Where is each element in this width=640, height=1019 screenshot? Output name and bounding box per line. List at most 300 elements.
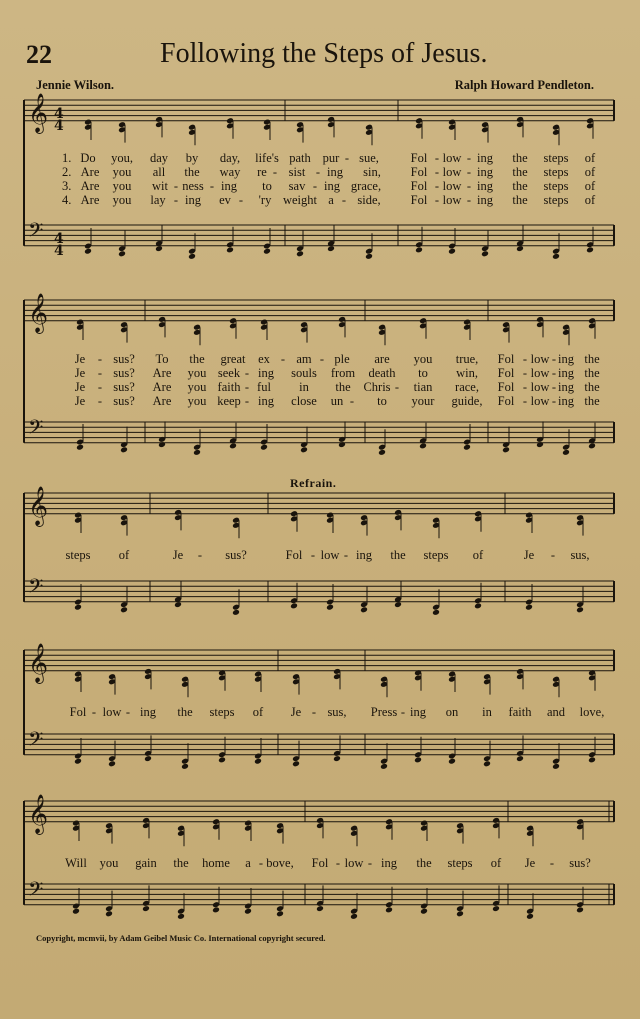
- lyric-syllable: you: [112, 193, 132, 207]
- lyric-syllable: by: [185, 151, 199, 165]
- note-head: [181, 763, 189, 770]
- lyric-syllable: re: [257, 165, 267, 179]
- lyric-syllable: Je: [523, 548, 535, 562]
- lyric-syllable: ing: [558, 394, 574, 408]
- note-head: [74, 604, 82, 611]
- lyric-syllable: guide,: [451, 394, 483, 408]
- note-head: [338, 441, 346, 448]
- lyric-syllable: you: [187, 380, 207, 394]
- lyric-syllable: side,: [357, 193, 381, 207]
- lyric-syllable: To: [155, 352, 169, 366]
- lyric-syllable: the: [512, 165, 528, 179]
- lyric-line-s2-v3: [0, 380, 640, 394]
- lyric-syllable: of: [472, 548, 484, 562]
- lyric-syllable: ing: [258, 394, 274, 408]
- note-head: [536, 441, 544, 448]
- lyric-syllable: the: [416, 856, 432, 870]
- lyric-syllable: sist: [288, 165, 306, 179]
- lyric-syllable: low: [530, 366, 550, 380]
- note-head: [254, 758, 262, 765]
- bass-clef-icon: 𝄢: [28, 574, 44, 603]
- lyric-syllable: Je: [74, 380, 86, 394]
- note-head: [290, 603, 298, 610]
- note-head: [588, 757, 596, 764]
- lyric-line-s4: [0, 705, 640, 719]
- lyric-syllable: ple: [334, 352, 350, 366]
- note-head: [360, 606, 368, 613]
- lyric-syllable: -: [551, 366, 557, 380]
- lyric-syllable: -: [522, 352, 528, 366]
- note-head: [414, 757, 422, 764]
- copyright-notice: Copyright, mcmvii, by Adam Geibel Music Co. International copyright secured.: [36, 933, 326, 943]
- lyric-syllable: -: [319, 352, 325, 366]
- note-head: [226, 247, 234, 254]
- lyric-syllable: the: [177, 705, 193, 719]
- bass-clef-icon: 𝄢: [28, 218, 44, 247]
- lyric-syllable: bove,: [266, 856, 294, 870]
- note-head: [118, 250, 126, 257]
- note-head: [432, 609, 440, 616]
- lyric-syllable: -: [466, 193, 472, 207]
- lyric-syllable: ing: [558, 380, 574, 394]
- lyric-syllable: -: [434, 179, 440, 193]
- lyric-syllable: in: [299, 380, 309, 394]
- note-head: [144, 755, 152, 762]
- note-head: [586, 247, 594, 254]
- note-head: [276, 910, 284, 917]
- lyric-line-s2-v2: [0, 366, 640, 380]
- lyric-syllable: Are: [80, 165, 100, 179]
- lyric-syllable: gain: [135, 856, 157, 870]
- lyric-syllable: the: [584, 366, 600, 380]
- note-head: [463, 444, 471, 451]
- lyric-syllable: -: [315, 165, 321, 179]
- lyric-syllable: steps: [65, 548, 91, 562]
- lyric-syllable: ing: [477, 193, 493, 207]
- lyric-syllable: and: [546, 705, 566, 719]
- treble-clef-icon: 𝄞: [28, 92, 49, 133]
- lyric-syllable: the: [512, 151, 528, 165]
- lyric-syllable: ing: [356, 548, 372, 562]
- lyric-syllable: day: [149, 151, 169, 165]
- lyric-syllable: -: [244, 380, 250, 394]
- verse-number: 4.: [62, 193, 72, 207]
- lyric-syllable: low: [530, 380, 550, 394]
- note-head: [378, 449, 386, 456]
- lyric-syllable: race,: [455, 380, 479, 394]
- verse-number: 3.: [62, 179, 72, 193]
- lyric-syllable: sus?: [113, 352, 135, 366]
- lyric-syllable: Fol: [311, 856, 329, 870]
- lyric-syllable: am: [296, 352, 312, 366]
- lyric-line-s1-v2: [0, 165, 640, 179]
- lyric-syllable: -: [394, 380, 400, 394]
- note-head: [456, 910, 464, 917]
- note-head: [244, 908, 252, 915]
- lyric-syllable: low: [102, 705, 122, 719]
- lyric-syllable: Fol: [69, 705, 87, 719]
- lyric-syllable: sus?: [113, 380, 135, 394]
- lyric-syllable: ful: [257, 380, 271, 394]
- lyric-syllable: souls: [291, 366, 317, 380]
- note-head: [448, 248, 456, 255]
- lyric-syllable: -: [97, 394, 103, 408]
- lyric-syllable: low: [442, 179, 462, 193]
- bass-clef-icon: 𝄢: [28, 727, 44, 756]
- lyric-syllable: Je: [524, 856, 536, 870]
- lyric-syllable: -: [466, 165, 472, 179]
- lyric-syllable: -: [466, 151, 472, 165]
- lyric-syllable: you: [413, 352, 433, 366]
- note-head: [105, 910, 113, 917]
- lyric-syllable: -: [551, 352, 557, 366]
- lyric-syllable: -: [173, 193, 179, 207]
- note-head: [502, 446, 510, 453]
- lyric-syllable: -: [349, 394, 355, 408]
- lyric-syllable: the: [584, 394, 600, 408]
- composer-credit: Ralph Howard Pendleton.: [454, 78, 594, 92]
- note-head: [526, 913, 534, 920]
- treble-clef-icon: 𝄞: [28, 793, 49, 834]
- lyric-syllable: Fol: [497, 366, 515, 380]
- lyric-syllable: the: [335, 380, 351, 394]
- note-head: [448, 758, 456, 765]
- note-head: [350, 913, 358, 920]
- lyric-syllable: sus?: [569, 856, 591, 870]
- lyric-line-s5: [0, 856, 640, 870]
- lyric-line-s1-v3: [0, 179, 640, 193]
- lyric-syllable: you: [112, 179, 132, 193]
- lyricist-credit: Jennie Wilson.: [36, 78, 115, 92]
- note-head: [74, 758, 82, 765]
- note-head: [474, 603, 482, 610]
- lyric-syllable: wit: [152, 179, 168, 193]
- lyric-syllable: Je: [172, 548, 184, 562]
- note-head: [333, 755, 341, 762]
- lyric-syllable: seek: [217, 366, 241, 380]
- note-head: [108, 760, 116, 767]
- lyric-line-s2-v1: [0, 352, 640, 366]
- lyric-syllable: Are: [80, 179, 100, 193]
- lyric-syllable: ing: [410, 705, 426, 719]
- lyric-syllable: steps: [543, 151, 569, 165]
- note-head: [481, 250, 489, 257]
- lyric-syllable: you: [187, 394, 207, 408]
- lyric-syllable: Fol: [285, 548, 303, 562]
- note-head: [420, 908, 428, 915]
- time-signature: 4: [54, 231, 64, 247]
- lyric-syllable: Je: [74, 352, 86, 366]
- lyric-line-s1-v4: [0, 193, 640, 207]
- lyric-syllable: ex: [258, 352, 270, 366]
- note-head: [193, 449, 201, 456]
- note-head: [296, 250, 304, 257]
- note-head: [525, 604, 533, 611]
- lyric-syllable: to: [377, 394, 387, 408]
- lyric-syllable: -: [551, 394, 557, 408]
- lyric-syllable: ing: [327, 165, 343, 179]
- lyric-syllable: -: [238, 193, 244, 207]
- note-head: [588, 443, 596, 450]
- lyric-line-s2-v4: [0, 394, 640, 408]
- note-head: [365, 253, 373, 260]
- lyric-syllable: sue,: [359, 151, 379, 165]
- lyric-syllable: death: [368, 366, 396, 380]
- lyric-syllable: your: [411, 394, 435, 408]
- lyric-syllable: you: [112, 165, 132, 179]
- lyric-syllable: -: [551, 380, 557, 394]
- lyric-syllable: sav: [288, 179, 306, 193]
- lyric-syllable: weight: [282, 193, 318, 207]
- note-head: [300, 446, 308, 453]
- lyric-syllable: from: [330, 366, 356, 380]
- note-head: [316, 905, 324, 912]
- lyric-syllable: Je: [74, 394, 86, 408]
- time-signature: 4: [54, 118, 64, 134]
- hymn-title: Following the Steps of Jesus.: [160, 38, 488, 69]
- lyric-syllable: of: [584, 165, 596, 179]
- lyric-syllable: -: [522, 394, 528, 408]
- lyric-syllable: -: [434, 165, 440, 179]
- lyric-syllable: -: [197, 548, 203, 562]
- note-head: [326, 604, 334, 611]
- lyric-syllable: the: [512, 179, 528, 193]
- time-signature: 4: [54, 243, 64, 259]
- lyric-syllable: -: [335, 856, 341, 870]
- lyric-syllable: low: [442, 165, 462, 179]
- lyric-syllable: low: [442, 193, 462, 207]
- lyric-syllable: the: [189, 352, 205, 366]
- lyric-syllable: of: [584, 193, 596, 207]
- note-head: [232, 609, 240, 616]
- lyric-syllable: day,: [219, 151, 241, 165]
- lyric-syllable: great: [220, 352, 246, 366]
- note-head: [415, 247, 423, 254]
- lyric-syllable: true,: [455, 352, 479, 366]
- lyric-syllable: -: [97, 366, 103, 380]
- note-head: [260, 444, 268, 451]
- lyric-syllable: Are: [80, 193, 100, 207]
- note-head: [385, 907, 393, 914]
- lyric-syllable: ing: [558, 366, 574, 380]
- note-head: [218, 757, 226, 764]
- lyric-syllable: -: [97, 352, 103, 366]
- lyric-syllable: -: [549, 856, 555, 870]
- lyric-syllable: sus?: [113, 366, 135, 380]
- note-head: [419, 443, 427, 450]
- lyric-syllable: win,: [456, 366, 478, 380]
- lyric-syllable: ing: [185, 193, 201, 207]
- note-head: [562, 449, 570, 456]
- lyric-syllable: sin,: [363, 165, 381, 179]
- lyric-syllable: -: [173, 179, 179, 193]
- lyric-syllable: steps: [543, 165, 569, 179]
- lyric-syllable: -: [280, 352, 286, 366]
- treble-clef-icon: 𝄞: [28, 292, 49, 333]
- lyric-syllable: of: [490, 856, 502, 870]
- lyric-syllable: -: [272, 165, 278, 179]
- lyric-syllable: 'ry: [258, 193, 272, 207]
- lyric-syllable: Fol: [497, 394, 515, 408]
- lyric-syllable: -: [312, 179, 318, 193]
- lyric-syllable: Fol: [410, 179, 428, 193]
- lyric-syllable: -: [97, 380, 103, 394]
- lyric-syllable: faith: [217, 380, 241, 394]
- lyric-syllable: steps: [447, 856, 473, 870]
- lyric-syllable: you: [99, 856, 119, 870]
- lyric-syllable: -: [367, 856, 373, 870]
- note-head: [158, 441, 166, 448]
- lyric-syllable: of: [118, 548, 130, 562]
- note-head: [76, 444, 84, 451]
- lyric-syllable: ing: [324, 179, 340, 193]
- note-head: [188, 253, 196, 260]
- lyric-syllable: -: [434, 151, 440, 165]
- note-head: [576, 606, 584, 613]
- time-signature: 4: [54, 106, 64, 122]
- lyric-syllable: un: [330, 394, 344, 408]
- lyric-syllable: to: [262, 179, 272, 193]
- lyric-syllable: the: [173, 856, 189, 870]
- lyric-syllable: Will: [65, 856, 87, 870]
- lyric-syllable: -: [344, 151, 350, 165]
- lyric-syllable: -: [466, 179, 472, 193]
- lyric-syllable: of: [584, 179, 596, 193]
- lyric-syllable: Press: [370, 705, 398, 719]
- lyric-syllable: a: [245, 856, 251, 870]
- lyric-syllable: -: [244, 394, 250, 408]
- lyric-syllable: the: [512, 193, 528, 207]
- lyric-syllable: pur: [322, 151, 340, 165]
- lyric-syllable: -: [258, 856, 264, 870]
- note-head: [552, 253, 560, 260]
- note-head: [576, 907, 584, 914]
- lyric-syllable: low: [344, 856, 364, 870]
- lyric-syllable: Je: [290, 705, 302, 719]
- lyric-syllable: of: [252, 705, 264, 719]
- lyric-syllable: -: [91, 705, 97, 719]
- lyric-syllable: low: [442, 151, 462, 165]
- note-head: [552, 763, 560, 770]
- lyric-syllable: you,: [111, 151, 133, 165]
- bass-clef-icon: 𝄢: [28, 415, 44, 444]
- lyric-syllable: -: [400, 705, 406, 719]
- lyric-syllable: are: [374, 352, 390, 366]
- lyric-syllable: in: [482, 705, 492, 719]
- lyric-syllable: tian: [413, 380, 433, 394]
- lyric-syllable: -: [310, 548, 316, 562]
- lyric-syllable: ing: [381, 856, 397, 870]
- lyric-syllable: -: [522, 380, 528, 394]
- lyric-syllable: sus?: [225, 548, 247, 562]
- note-head: [177, 913, 185, 920]
- lyric-syllable: Are: [152, 366, 172, 380]
- lyric-syllable: lay: [150, 193, 166, 207]
- lyric-syllable: -: [522, 366, 528, 380]
- lyric-syllable: -: [311, 705, 317, 719]
- lyric-syllable: Fol: [410, 165, 428, 179]
- note-head: [263, 248, 271, 255]
- treble-clef-icon: 𝄞: [28, 642, 49, 683]
- note-head: [516, 755, 524, 762]
- lyric-syllable: ing: [221, 179, 237, 193]
- lyric-syllable: the: [184, 165, 200, 179]
- lyric-syllable: Fol: [410, 151, 428, 165]
- lyric-syllable: steps: [543, 179, 569, 193]
- lyric-syllable: faith: [508, 705, 532, 719]
- lyric-syllable: -: [550, 548, 556, 562]
- lyric-syllable: Do: [80, 151, 96, 165]
- verse-number: 1.: [62, 151, 72, 165]
- note-head: [483, 760, 491, 767]
- hymn-number: 22: [26, 40, 52, 69]
- lyric-syllable: ev: [219, 193, 231, 207]
- lyric-syllable: way: [219, 165, 241, 179]
- lyric-syllable: Are: [152, 394, 172, 408]
- lyric-syllable: love,: [579, 705, 605, 719]
- note-head: [492, 905, 500, 912]
- lyric-syllable: Fol: [410, 193, 428, 207]
- lyric-line-s1-v1: [0, 151, 640, 165]
- lyric-syllable: low: [530, 394, 550, 408]
- lyric-syllable: -: [343, 548, 349, 562]
- lyric-syllable: steps: [423, 548, 449, 562]
- note-head: [292, 760, 300, 767]
- lyric-syllable: -: [125, 705, 131, 719]
- lyric-syllable: the: [390, 548, 406, 562]
- note-head: [212, 907, 220, 914]
- lyric-syllable: ing: [258, 366, 274, 380]
- bass-clef-icon: 𝄢: [28, 877, 44, 906]
- lyric-syllable: ing: [477, 165, 493, 179]
- lyric-syllable: -: [341, 193, 347, 207]
- lyric-line-s3: [0, 548, 640, 562]
- verse-number: 2.: [62, 165, 72, 179]
- lyric-syllable: ing: [477, 151, 493, 165]
- note-head: [120, 446, 128, 453]
- note-head: [229, 443, 237, 450]
- lyric-syllable: -: [244, 366, 250, 380]
- lyric-syllable: ness: [182, 179, 204, 193]
- lyric-syllable: -: [209, 179, 215, 193]
- lyric-syllable: Je: [74, 366, 86, 380]
- lyric-syllable: sus?: [113, 394, 135, 408]
- refrain-label: Refrain.: [290, 476, 337, 490]
- lyric-syllable: steps: [209, 705, 235, 719]
- lyric-syllable: ing: [558, 352, 574, 366]
- lyric-syllable: home: [202, 856, 230, 870]
- lyric-syllable: steps: [543, 193, 569, 207]
- lyric-syllable: all: [152, 165, 166, 179]
- lyric-syllable: of: [584, 151, 596, 165]
- lyric-syllable: you: [187, 366, 207, 380]
- lyric-syllable: Chris: [363, 380, 391, 394]
- lyric-syllable: low: [320, 548, 340, 562]
- lyric-syllable: Fol: [497, 352, 515, 366]
- lyric-syllable: keep: [217, 394, 241, 408]
- lyric-syllable: grace,: [350, 179, 382, 193]
- lyric-syllable: life's: [255, 151, 279, 165]
- note-head: [142, 905, 150, 912]
- note-head: [120, 606, 128, 613]
- lyric-syllable: the: [584, 352, 600, 366]
- lyric-syllable: the: [584, 380, 600, 394]
- note-head: [72, 908, 80, 915]
- lyric-syllable: Fol: [497, 380, 515, 394]
- lyric-syllable: path: [289, 151, 311, 165]
- lyric-syllable: on: [445, 705, 459, 719]
- lyric-syllable: to: [418, 366, 428, 380]
